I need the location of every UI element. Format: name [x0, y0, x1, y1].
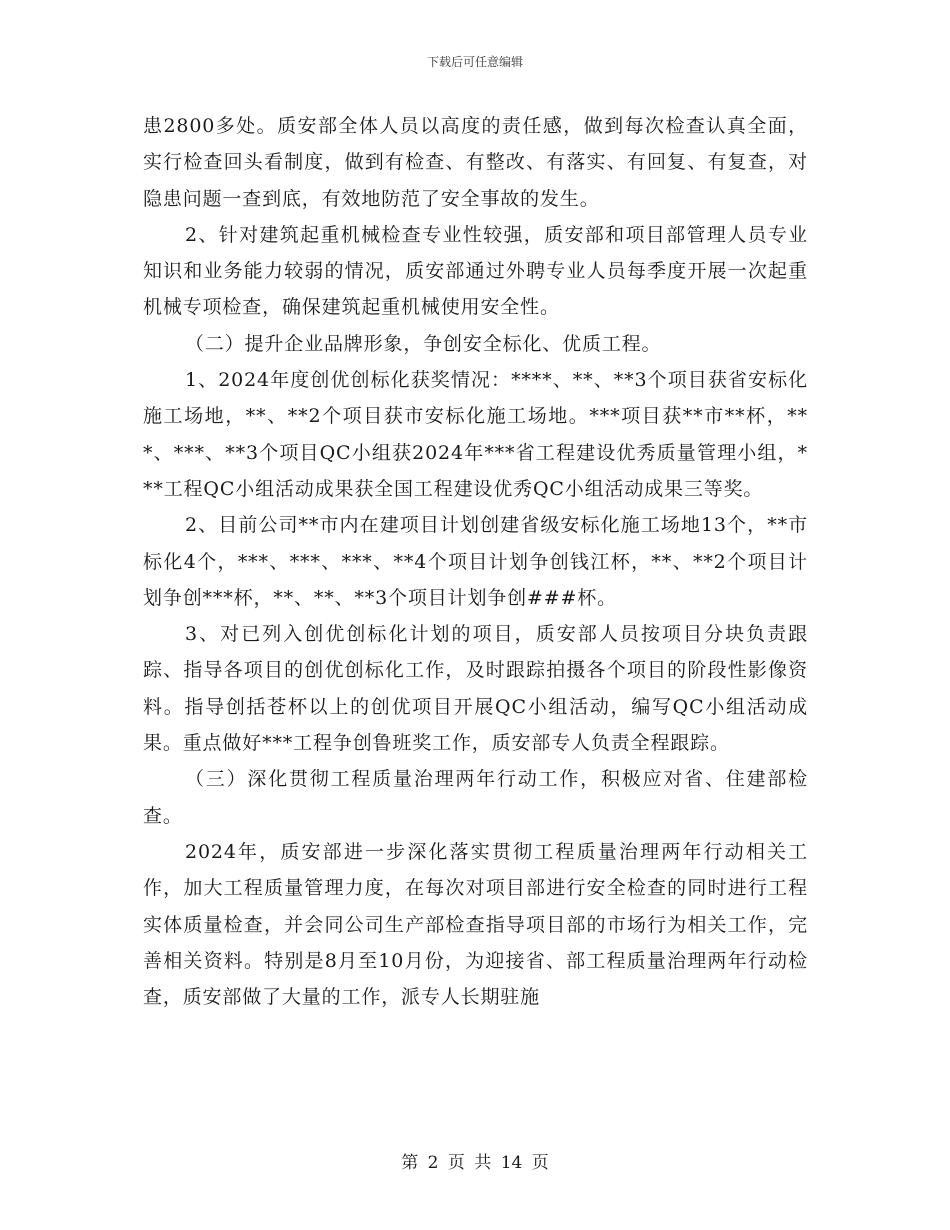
section-heading-2: （二）提升企业品牌形象，争创安全标化、优质工程。: [185, 332, 662, 355]
paragraph-6: 2024年，质安部进一步深化落实贯彻工程质量治理两年行动相关工作，加大工程质量管理力度，在每次对项目部进行安全检查的同时进行工程实体质量检查，并会同公司生产部检查指导项目部的市场行为相关工作，完善相关资料。特别是8月至10月份，为迎接省、部工程质量治理两年行动检查，质安部做了大量的工作，派专人长期驻施: [143, 840, 808, 1009]
page-header: 下载后可任意编辑: [426, 55, 523, 69]
paragraph-3: 1、2024年度创优创标化获奖情况：****、**、**3个项目获省安标化施工场地，**、**2个项目获市安标化施工场地。***项目获**市**杯，***、***、**3个项目QC小组获2024年***省工程建设优秀质量管理小组，***工程QC小组活动成果获全国工程建设优秀QC小组活动成果三等奖。: [143, 369, 808, 500]
paragraph-5: 3、对已列入创优创标化计划的项目，质安部人员按项目分块负责跟踪、指导各项目的创优创标化工作，及时跟踪拍摄各个项目的阶段性影像资料。指导创括苍杯以上的创优项目开展QC小组活动，编写QC小组活动成果。重点做好***工程争创鲁班奖工作，质安部专人负责全程跟踪。: [143, 623, 808, 755]
document-body: [143, 108, 808, 1015]
paragraph-4: 2、目前公司**市内在建项目计划创建省级安标化施工场地13个，**市标化4个，***、***、***、**4个项目计划争创钱江杯，**、**2个项目计划争创***杯，**、**、**3个项目计划争创###杯。: [143, 514, 808, 609]
paragraph-2: 2、针对建筑起重机械检查专业性较强，质安部和项目部管理人员专业知识和业务能力较弱的情况，质安部通过外聘专业人员每季度开展一次起重机械专项检查，确保建筑起重机械使用安全性。: [143, 223, 808, 319]
paragraph-1: 患2800多处。质安部全体人员以高度的责任感，做到每次检查认真全面，实行检查回头看制度，做到有检查、有整改、有落实、有回复、有复查，对隐患问题一查到底，有效地防范了安全事故的发生。: [143, 115, 808, 210]
section-heading-3: （三）深化贯彻工程质量治理两年行动工作，积极应对省、住建部检查。: [143, 768, 808, 827]
page-number-footer: 第 2 页 共 14 页: [401, 1153, 549, 1173]
